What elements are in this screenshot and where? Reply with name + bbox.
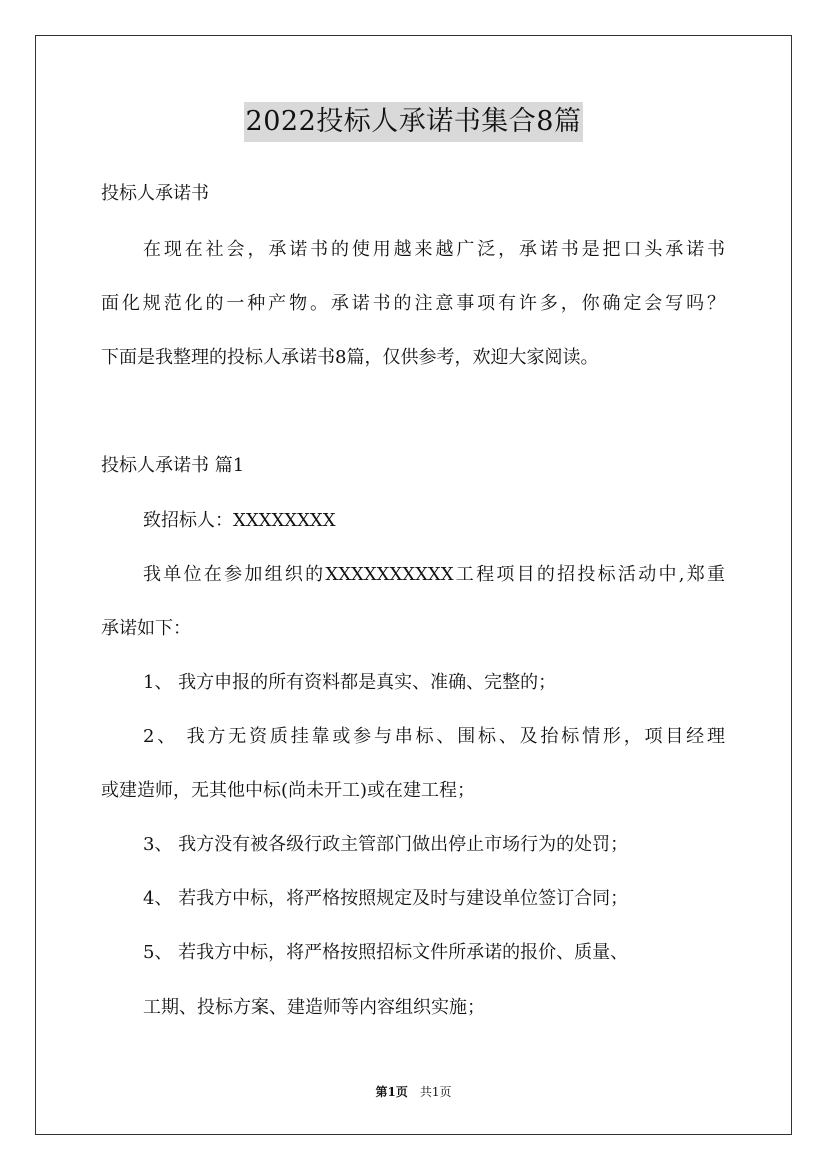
clause-3: 3、 我方没有被各级行政主管部门做出停止市场行为的处罚； bbox=[143, 834, 629, 855]
clause-2-line-2: 或建造师，无其他中标(尚未开工)或在建工程； bbox=[101, 780, 476, 801]
clause-5-line-1: 5、 若我方中标，将严格按照招标文件所承诺的报价、质量、 bbox=[143, 942, 629, 963]
clause-4: 4、 若我方中标，将严格按照规定及时与建设单位签订合同； bbox=[143, 888, 629, 909]
clause-2-line-1: 2、 我方无资质挂靠或参与串标、围标、及抬标情形，项目经理 bbox=[143, 726, 725, 747]
intro-line-3: 下面是我整理的投标人承诺书8篇，仅供参考，欢迎大家阅读。 bbox=[101, 347, 599, 368]
page-total: 共1页 bbox=[419, 1085, 452, 1099]
document-title: 2022投标人承诺书集合8篇 bbox=[244, 102, 584, 142]
clause-1: 1、 我方申报的所有资料都是真实、准确、完整的； bbox=[143, 672, 557, 693]
intro-line-2: 面化规范化的一种产物。承诺书的注意事项有许多，你确定会写吗？ bbox=[101, 293, 725, 314]
commitment-intro-1: 我单位在参加组织的XXXXXXXXXX工程项目的招投标活动中,郑重 bbox=[143, 564, 725, 585]
page-number: 第1页 bbox=[375, 1085, 408, 1099]
page-footer bbox=[0, 1084, 827, 1100]
article-heading: 投标人承诺书 篇1 bbox=[101, 455, 245, 476]
section-heading: 投标人承诺书 bbox=[101, 183, 209, 204]
title-area bbox=[0, 102, 827, 142]
addressee-line: 致招标人：XXXXXXXX bbox=[143, 510, 336, 531]
commitment-intro-2: 承诺如下： bbox=[101, 618, 191, 639]
intro-line-1: 在现在社会，承诺书的使用越来越广泛，承诺书是把口头承诺书 bbox=[143, 239, 725, 260]
clause-5-line-2: 工期、投标方案、建造师等内容组织实施； bbox=[143, 997, 485, 1018]
